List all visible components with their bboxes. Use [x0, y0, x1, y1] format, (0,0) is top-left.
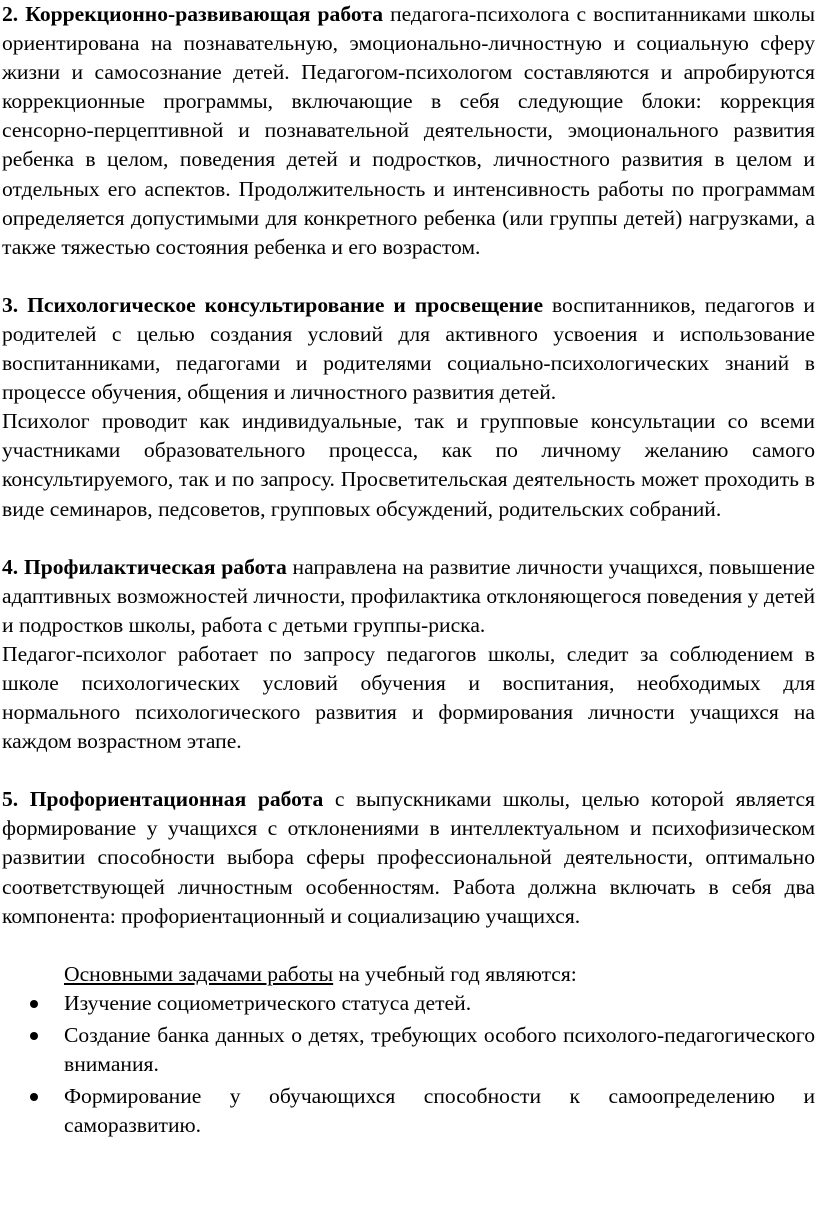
paragraph-gap: [2, 524, 815, 553]
list-item: [2, 1082, 815, 1140]
bullet-icon: [30, 1000, 38, 1008]
bullet-icon: [30, 1093, 38, 1101]
tasks-heading: [2, 960, 815, 989]
tasks-heading-underlined: Основными задачами работы: [64, 961, 334, 986]
section-heading: 3. Психологическое консультирование и просвещение: [2, 292, 544, 317]
list-item-text: Изучение социометрического статуса детей.: [64, 990, 472, 1015]
list-item-text: Формирование у обучающихся способности к самоопределению и саморазвитию.: [64, 1084, 815, 1138]
section-prevention-continued: [2, 640, 815, 756]
section-text: педагога-психолога с воспитанниками школы ориентирована на познавательную, эмоционально-личностную и социальную сферу жизни и самосознание детей. Педагогом-психологом составляются и апробируются коррекционные программы, включающие в себя следующие блоки: коррекция сенсорно-перцептивной и познавательной деятельности, эмоционального развития ребенка в целом, поведения детей и подростков, личностного развития в целом и отдельных его аспектов. Продолжительность и интенсивность работы по программам определяется допустимыми для конкретного ребенка (или группы детей) нагрузками, а также тяжестью состояния ребенка и его возрастом.: [2, 2, 815, 259]
section-text: Психолог проводит как индивидуальные, так и групповые консультации со всеми участниками образовательного процесса, как по личному желанию самого консультируемого, так и по запросу. Просветительская деятельность может проходить в виде семинаров, педсоветов, групповых обсуждений, родительских собраний.: [2, 409, 815, 521]
section-text: Педагог-психолог работает по запросу педагогов школы, следит за соблюдением в школе психологических условий обучения и воспитания, необходимых для нормального психологического развития и формирования личности учащихся на каждом возрастном этапе.: [2, 641, 815, 754]
section-heading: 4. Профилактическая работа: [2, 554, 287, 579]
section-heading: 2. Коррекционно-развивающая работа: [2, 2, 384, 26]
section-heading: 5. Профориентационная работа: [2, 787, 324, 812]
section-career-guidance: [2, 785, 815, 930]
section-consulting-continued: [2, 407, 815, 523]
section-text: с выпускниками школы, целью которой является формирование у учащихся с отклонениями в интеллектуальном и психофизическом развитии способности выбора сферы профессиональной деятельности, оптимально соответствующей личностным особенностям. Работа должна включать в себя два компонента: профориентационный и социализацию учащихся.: [2, 787, 815, 928]
paragraph-gap: [2, 262, 815, 291]
list-item-text: Создание банка данных о детях, требующих особого психолого-педагогического внимания.: [64, 1022, 815, 1076]
tasks-list: [2, 989, 815, 1140]
paragraph-gap: [2, 756, 815, 785]
section-consulting: [2, 291, 815, 407]
section-text: воспитанников, педагогов и родителей с целью создания условий для активного усвоения и использование воспитанниками, педагогами и родителями социально-психологических знаний в процессе обучения, общения и личностного развития детей.: [2, 292, 815, 405]
section-prevention: [2, 553, 815, 640]
bullet-icon: [30, 1032, 38, 1040]
section-text: направлена на развитие личности учащихся, повышение адаптивных возможностей личности, профилактика отклоняющегося поведения у детей и подростков школы, работа с детьми группы-риска.: [2, 554, 815, 637]
section-correction: [2, 0, 815, 262]
list-item: [2, 1021, 815, 1079]
paragraph-gap: [2, 931, 815, 960]
list-item: [2, 989, 815, 1018]
tasks-heading-rest: на учебный год являются:: [333, 961, 577, 986]
